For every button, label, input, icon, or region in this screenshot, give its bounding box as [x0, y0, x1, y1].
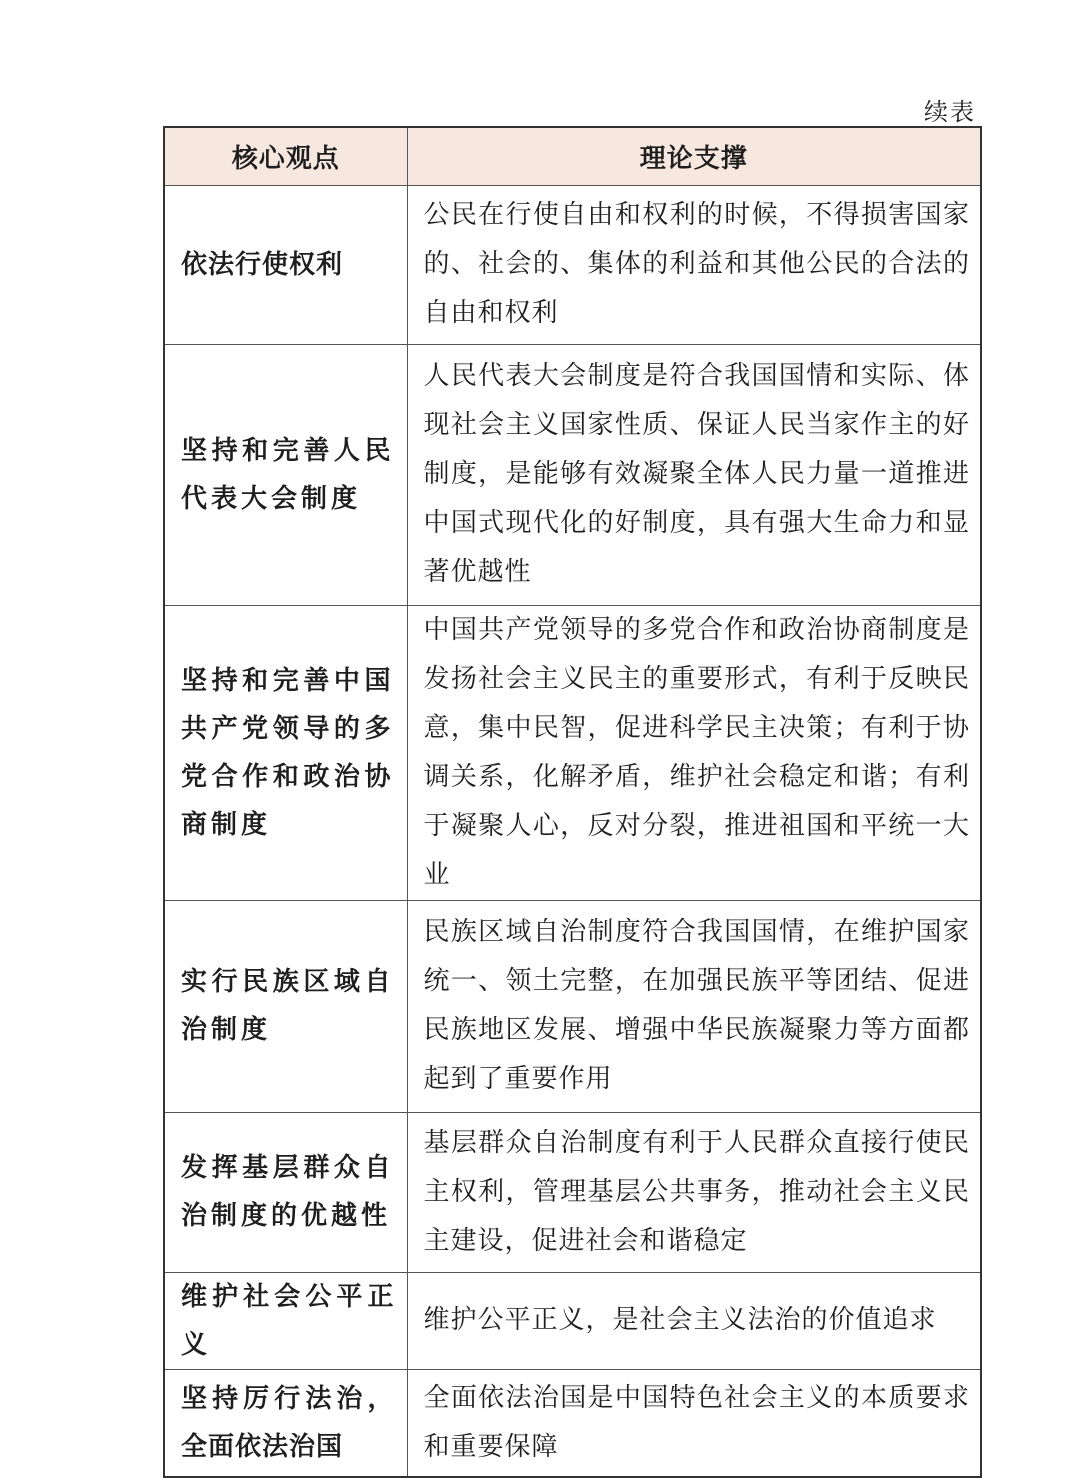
table-row: [164, 344, 981, 605]
theoretical-support-cell: 中国共产党领导的多党合作和政治协商制度是发扬社会主义民主的重要形式，有利于反映民意，集中民智，促进科学民主决策；有利于协调关系，化解矛盾，维护社会稳定和谐；有利于凝聚人心，反对分裂，推进祖国和平统一大业: [407, 605, 981, 900]
core-viewpoint-cell: 坚持厉行法治，全面依法治国: [164, 1369, 407, 1477]
continued-table-label: 续表: [924, 98, 976, 126]
table-header: [164, 127, 981, 185]
theoretical-support-cell: 人民代表大会制度是符合我国国情和实际、体现社会主义国家性质、保证人民当家作主的好制度，是能够有效凝聚全体人民力量一道推进中国式现代化的好制度，具有强大生命力和显著优越性: [407, 344, 981, 605]
header-core-viewpoint: 核心观点: [164, 127, 407, 185]
table-row: [164, 900, 981, 1112]
table-header-row: [164, 127, 981, 185]
theoretical-support-cell: 维护公平正义，是社会主义法治的价值追求: [407, 1272, 981, 1369]
table-row: [164, 605, 981, 900]
table-row: [164, 185, 981, 344]
table-body: [164, 185, 981, 1477]
theoretical-support-cell: 基层群众自治制度有利于人民群众直接行使民主权利，管理基层公共事务，推动社会主义民主建设，促进社会和谐稳定: [407, 1112, 981, 1272]
core-viewpoint-cell: 坚持和完善人民代表大会制度: [164, 344, 407, 605]
core-viewpoint-cell: 发挥基层群众自治制度的优越性: [164, 1112, 407, 1272]
core-viewpoint-cell: 依法行使权利: [164, 185, 407, 344]
core-viewpoint-cell: 坚持和完善中国共产党领导的多党合作和政治协商制度: [164, 605, 407, 900]
header-theoretical-support: 理论支撑: [407, 127, 981, 185]
core-viewpoint-cell: 维护社会公平正义: [164, 1272, 407, 1369]
theoretical-support-cell: 全面依法治国是中国特色社会主义的本质要求和重要保障: [407, 1369, 981, 1477]
theoretical-support-cell: 民族区域自治制度符合我国国情，在维护国家统一、领土完整，在加强民族平等团结、促进民族地区发展、增强中华民族凝聚力等方面都起到了重要作用: [407, 900, 981, 1112]
theoretical-support-cell: 公民在行使自由和权利的时候，不得损害国家的、社会的、集体的利益和其他公民的合法的自由和权利: [407, 185, 981, 344]
table-row: [164, 1112, 981, 1272]
core-viewpoint-cell: 实行民族区域自治制度: [164, 900, 407, 1112]
table-row: [164, 1272, 981, 1369]
table-row: [164, 1369, 981, 1477]
core-viewpoints-table: [163, 126, 982, 1478]
